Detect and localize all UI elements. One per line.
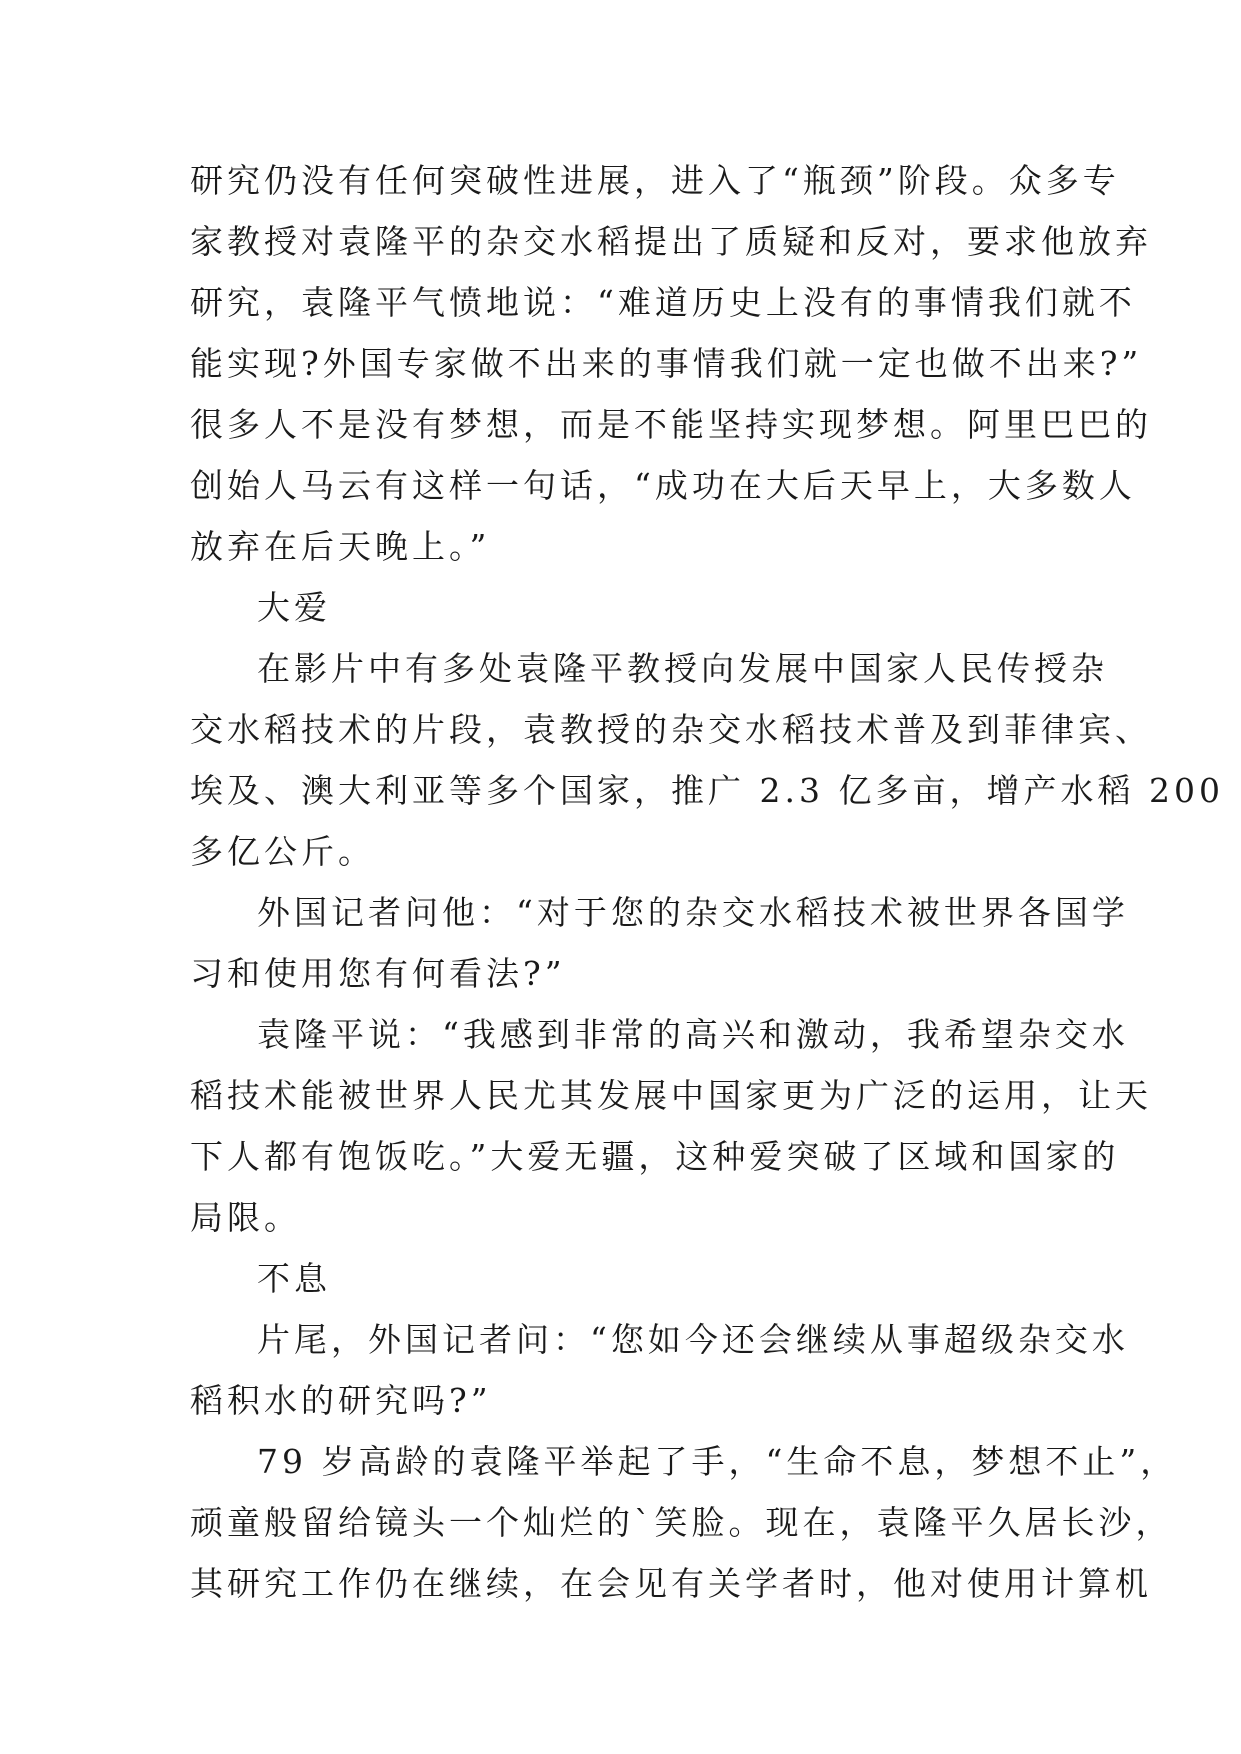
- text-line: 外国记者问他：“对于您的杂交水稻技术被世界各国学: [257, 893, 1129, 932]
- text-line: 能实现?外国专家做不出来的事情我们就一定也做不出来?”: [190, 344, 1143, 383]
- text-line: 其研究工作仍在继续，在会见有关学者时，他对使用计算机: [190, 1564, 1152, 1603]
- text-line: 袁隆平说：“我感到非常的高兴和激动，我希望杂交水: [257, 1015, 1129, 1054]
- text-line: 家教授对袁隆平的杂交水稻提出了质疑和反对，要求他放弃: [190, 222, 1152, 261]
- text-line: 下人都有饱饭吃。”大爱无疆，这种爱突破了区域和国家的: [190, 1137, 1120, 1176]
- text-line: 创始人马云有这样一句话，“成功在大后天早上，大多数人: [190, 466, 1136, 505]
- text-line: 片尾，外国记者问：“您如今还会继续从事超级杂交水: [257, 1320, 1129, 1359]
- text-line: 埃及、澳大利亚等多个国家，推广 2.3 亿多亩，增产水稻 200: [190, 771, 1224, 810]
- text-line: 习和使用您有何看法?”: [190, 954, 566, 993]
- document-body: [190, 150, 1224, 1614]
- text-line: 研究，袁隆平气愤地说：“难道历史上没有的事情我们就不: [190, 283, 1136, 322]
- text-line: 不息: [257, 1259, 331, 1298]
- text-line: 79 岁高龄的袁隆平举起了手，“生命不息，梦想不止”，: [257, 1442, 1178, 1481]
- text-line: 交水稻技术的片段，袁教授的杂交水稻技术普及到菲律宾、: [190, 710, 1152, 749]
- text-line: 顽童般留给镜头一个灿烂的`笑脸。现在，袁隆平久居长沙，: [190, 1503, 1173, 1542]
- text-line: 局限。: [190, 1198, 301, 1237]
- text-line: 多亿公斤。: [190, 832, 375, 871]
- text-line: 稻积水的研究吗?”: [190, 1381, 492, 1420]
- text-line: 研究仍没有任何突破性进展，进入了“瓶颈”阶段。众多专: [190, 161, 1120, 200]
- text-line: 很多人不是没有梦想，而是不能坚持实现梦想。阿里巴巴的: [190, 405, 1152, 444]
- text-line: 在影片中有多处袁隆平教授向发展中国家人民传授杂: [257, 649, 1108, 688]
- text-line: 放弃在后天晚上。”: [190, 527, 491, 566]
- text-line: 稻技术能被世界人民尤其发展中国家更为广泛的运用，让天: [190, 1076, 1152, 1115]
- text-line: 大爱: [257, 588, 331, 627]
